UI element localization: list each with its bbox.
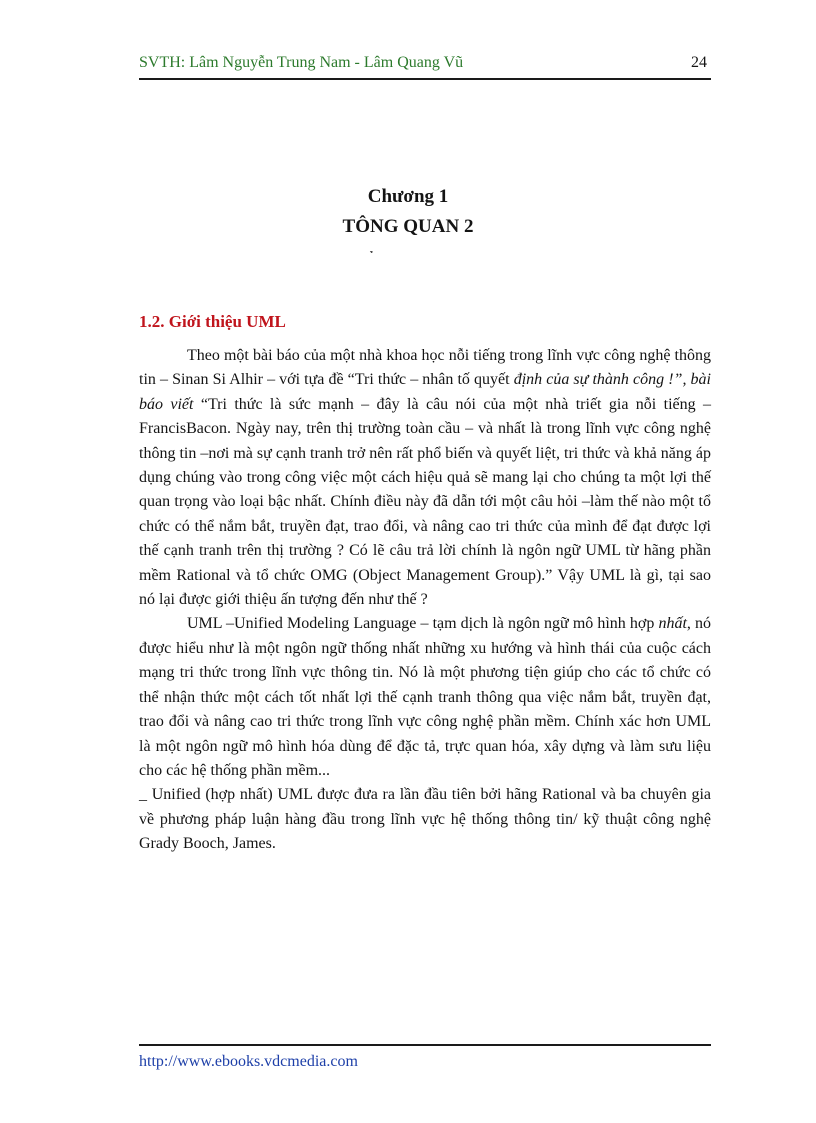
header-author-text: SVTH: Lâm Nguyễn Trung Nam - Lâm Quang Vũ: [139, 54, 464, 71]
paragraph-2-text-a: UML –Unified Modeling Language – tạm dịch là ngôn ngữ mô hình hợp: [187, 615, 659, 633]
paragraph-1: [139, 344, 711, 612]
paragraph-1-text-b: “Tri thức là sức mạnh – đây là câu nói của một nhà triết gia nỗi tiếng – FrancisBacon. Ngày nay, trên thị trường toàn cầu – và nhất là trong lĩnh vực công nghệ thông tin –nơi mà sự cạnh tranh trở nên rất phổ biến và quyết liệt, tri thức và khả năng áp dụng chúng vào trong công việc một cách hiệu quả sẽ mang lại cho chúng ta một lợi thế quan trọng vào loại bậc nhất. Chính điều này đã dẫn tới một câu hỏi –làm thế nào một tổ chức có thể nắm bắt, truyền đạt, trao đổi, và nâng cao tri thức của mình để đạt được lợi thế cạnh tranh trên thị trường ? Có lẽ câu trả lời chính là ngôn ngữ UML từ hãng phần mềm Rational và tổ chức OMG (Object Management Group).” Vậy UML là gì, tại sao nó lại được giới thiệu ấn tượng đến như thế ?: [139, 395, 712, 609]
paragraph-3: _ Unified (hợp nhất) UML được đưa ra lần đầu tiên bởi hãng Rational và ba chuyên gia về phương pháp luận hàng đầu trong lĩnh vực hệ thống thông tin/ kỹ thuật công nghệ Grady Booch, James.: [139, 786, 711, 853]
body-text: [139, 344, 711, 857]
paragraph-2-italic: nhất: [658, 615, 687, 633]
header-divider: [139, 78, 711, 80]
footer-divider: [139, 1044, 711, 1046]
page-number: 24: [691, 54, 707, 71]
chapter-label: Chương 1: [367, 186, 449, 207]
paragraph-2-text-b: , nó được hiểu như là một ngôn ngữ thống nhất những xu hướng và hình thái của cuộc cách mạng tri thức trong lĩnh vực thông tin. Nó là một phương tiện giúp cho các tổ chức có thể nhận thức một cách tốt nhất lợi thế cạnh tranh thông qua việc nắm bắt, truyền đạt, trao đổi và nâng cao tri thức trong lĩnh vực công nghệ phần mềm. Chính xác hơn UML là một ngôn ngữ mô hình hóa dùng để đặc tả, trực quan hóa, xây dựng và làm sưu liệu cho các hệ thống phần mềm...: [139, 615, 711, 779]
section-heading: 1.2. Giới thiệu UML: [139, 312, 286, 331]
paragraph-1-text-a: Theo một bài báo của một nhà khoa học nỗi tiếng trong lĩnh vực công nghệ thông tin – Sinan Si Alhir – với tựa đề “Tri thức – nhân tố quyết: [139, 347, 711, 389]
footer-website-link[interactable]: http://www.ebooks.vdcmedia.com: [139, 1053, 358, 1070]
paragraph-2: [139, 612, 711, 783]
chapter-title: TÔNG QUAN 2: [342, 216, 474, 237]
paragraph-1-italic: định của sự thành công !”, bài báo viết: [139, 371, 712, 413]
